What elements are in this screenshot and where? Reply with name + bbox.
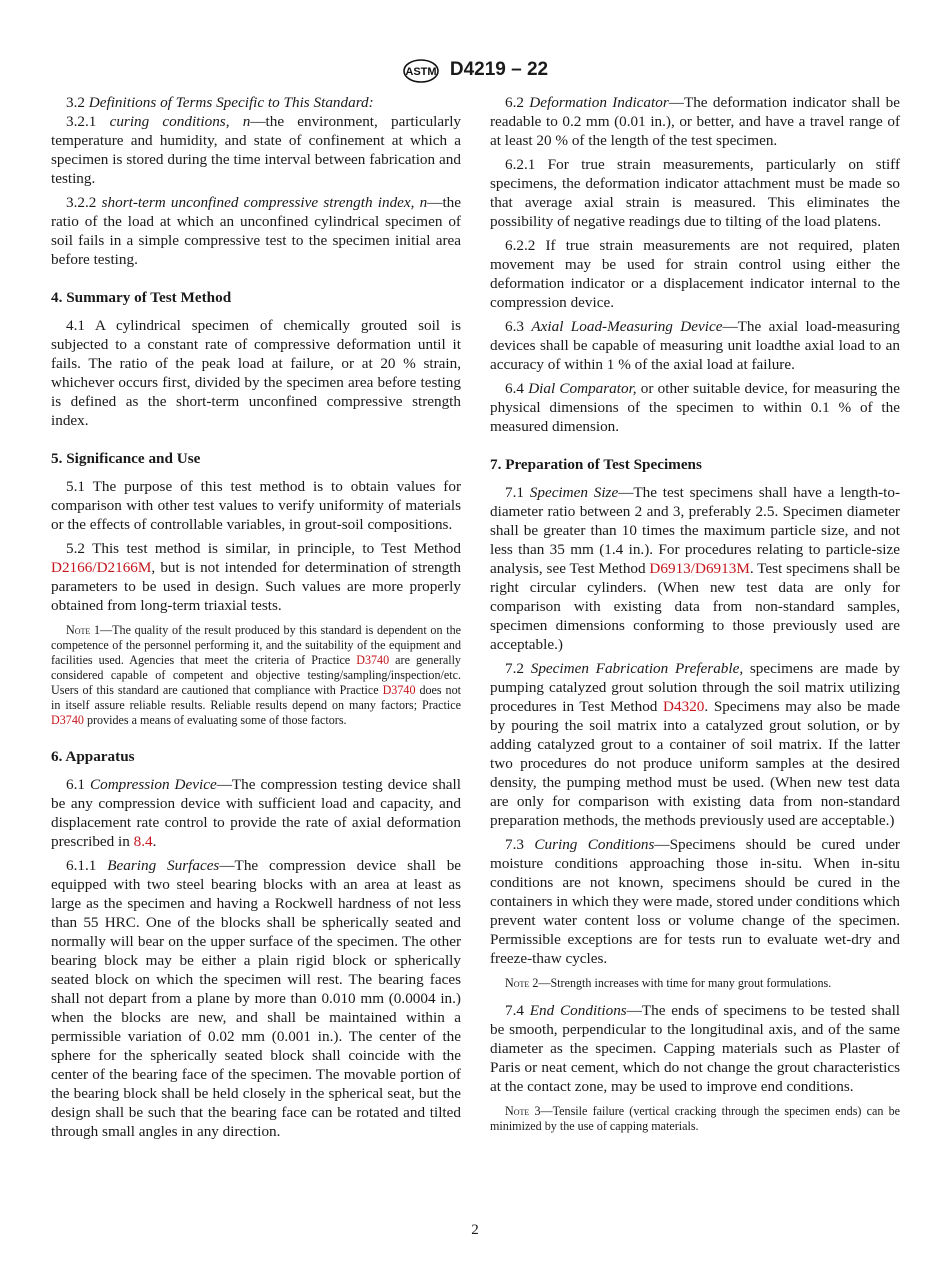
paragraph	[490, 236, 900, 312]
reference-link[interactable]: D3740	[356, 653, 390, 667]
text: —The deformation indicator shall be readable to 0.2 mm (0.01 in.), or better, and have a travel range of at least 20 % of the length of the test specimen.	[490, 94, 900, 149]
note-label: Note	[505, 976, 530, 990]
text: 3.2.2	[66, 194, 102, 211]
text: specimens are made by pumping catalyzed grout solution through the soil matrix utilizing procedures in Test Method	[490, 660, 901, 715]
paragraph	[51, 112, 461, 188]
text: —the ratio of the load at which an unconfined cylindrical specimen of soil fails in a simple compressive test to the specimen initial area before testing.	[51, 194, 461, 268]
text: 7. Preparation of Test Specimens	[490, 456, 702, 473]
text: 6. Apparatus	[51, 748, 135, 765]
italic-term: Dial Comparator,	[528, 380, 637, 397]
text: —Specimens should be cured under moisture conditions approaching those in-situ. When in-situ conditions are not known, specimens should be cured in the containers in which they were made, stored under conditions which prevent water content loss or volume change of the specimen. Permissible exceptions are for tests run to evaluate wet-dry and freeze-thaw cycles.	[490, 836, 900, 967]
text: . Test specimens shall be right circular cylinders. (When new test data are only for comparison with existing data from non-standard samples, specimen dimensions conforming to those previously used are acceptable.)	[490, 560, 900, 653]
text: does not in itself assure reliable results. Reliable results depend on many factors; Practice	[51, 683, 462, 712]
italic-term: Specimen Size	[529, 484, 619, 501]
text: —The compression device shall be equipped with two steel bearing blocks with an area at least as large as the specimen and having a Rockwell hardness of not less than 55 HRC. One of the blocks shall be spherically seated and normally will bear on the upper surface of the specimen. The other bearing block may be either a plain rigid block or spherically seated block on which the specimen will rest. The bearing faces shall not depart from a plane by more than 0.010 mm (0.0004 in.) when the blocks are new, and shall be maintained within a permissible variation of 0.02 mm (0.001 in.). The center of the sphere for the spherically seated block shall coincide with the center of the bearing face of the specimen. The movable portion of the bearing block shall be held closely in the spherical seat, but the design shall be such that the bearing face can be rotated and tilted through small angles in any direction.	[51, 857, 462, 1140]
text: or other suitable device, for measuring the physical dimensions of the specimen to within 0.1 % of the measured dimension.	[490, 380, 900, 435]
paragraph	[490, 317, 900, 374]
text: —The ends of specimens to be tested shall be smooth, perpendicular to the longitudinal axis, and of the same diameter as the specimen. Capping materials such as Plaster of Paris or neat cement, which do not change the grout characteristics at the contact zone, may be used to improve end conditions.	[490, 1002, 901, 1095]
reference-link[interactable]: D2166/D2166M	[51, 559, 152, 576]
text: , but is not intended for determination of strength parameters to be used in design. Such values are more properly obtained from long-term triaxial tests.	[51, 559, 461, 614]
paragraph	[51, 775, 461, 851]
italic-term: Deformation Indicator	[529, 94, 669, 111]
italic-term: Specimen Fabrication Preferable,	[530, 660, 744, 677]
paragraph	[51, 316, 461, 430]
text: 4.1 A cylindrical specimen of chemically grouted soil is subjected to a constant rate of compressive deformation until it fails. The ratio of the peak load at failure, or at 20 % strain, whichever occurs first, divided by the specimen area before testing is defined as the short-term unconfined compressive strength index.	[51, 317, 461, 429]
paragraph	[51, 539, 461, 615]
text: 3—Tensile failure (vertical cracking through the specimen ends) can be minimized by the use of capping materials.	[490, 1104, 900, 1133]
text: 7.2	[505, 660, 531, 677]
paragraph	[51, 93, 461, 112]
text: . Specimens may also be made by pouring the soil matrix into a catalyzed grout solution, or by adding catalyzed grout to a container of soil matrix. If the latter two procedures do not produce uniform samples at the desired density, the pumping method must be used. (When new test data are only for comparison with existing data from non-standard preparation methods, the methods previously used are acceptable.)	[490, 698, 901, 829]
reference-link[interactable]: D3740	[51, 713, 84, 727]
reference-link[interactable]: D4320	[663, 698, 705, 715]
page-header	[0, 56, 950, 84]
text: 6.2.1 For true strain measurements, particularly on stiff specimens, the deformation indicator attachment must be made so that average axial strain is measured. This eliminates the possibility of negative readings due to tilting of the load platens.	[490, 156, 900, 230]
paragraph	[51, 193, 461, 269]
standard-designation: D4219 – 22	[449, 59, 549, 80]
text: 6.1	[66, 776, 90, 793]
text: 6.3	[505, 318, 532, 335]
italic-term: Curing Conditions	[534, 836, 655, 853]
italic-term: Definitions of Terms Specific to This Standard:	[88, 94, 374, 111]
text: 5.1 The purpose of this test method is to obtain values for comparison with other test values to verify uniformity of materials or the effects of controllable variables, in grout-soil compositions.	[51, 478, 461, 533]
note-paragraph	[490, 976, 900, 991]
italic-term: Axial Load-Measuring Device	[531, 318, 723, 335]
paragraph	[51, 477, 461, 534]
note-label: Note	[66, 623, 91, 637]
text: 5.2 This test method is similar, in principle, to Test Method	[66, 540, 461, 557]
italic-term: Compression Device	[89, 776, 217, 793]
text: 7.3	[505, 836, 535, 853]
text: are generally considered capable of competent and objective testing/sampling/inspection/etc. Users of this standard are cautioned that compliance with Practice	[51, 653, 461, 697]
left-column	[51, 93, 461, 1146]
paragraph	[490, 659, 900, 830]
text: 3.2	[66, 94, 89, 111]
text: —The test specimens shall have a length-to-diameter ratio between 2 and 3, preferably 2.5. Specimen diameter shall be greater than 10 times the maximum particle size, and not less than 35 mm (1.4 in.). For procedures relating to particle-size analysis, see Test Method	[490, 484, 901, 577]
italic-term: short-term unconfined compressive strength index, n	[101, 194, 428, 211]
text: —the environment, particularly temperature and humidity, and state of confinement at which a specimen is stored during the time interval between fabrication and testing.	[51, 113, 462, 187]
right-column	[490, 93, 900, 1144]
note-label: Note	[505, 1104, 530, 1118]
italic-term: Bearing Surfaces	[107, 857, 220, 874]
paragraph	[490, 1001, 900, 1096]
italic-term: curing conditions, n	[109, 113, 251, 130]
note-paragraph	[51, 623, 461, 728]
page-number: 2	[471, 1222, 479, 1238]
text: 3.2.1	[66, 113, 110, 130]
paragraph	[490, 483, 900, 654]
astm-logo-icon	[402, 56, 440, 84]
reference-link[interactable]: 8.4	[133, 833, 153, 850]
italic-term: End Conditions	[529, 1002, 627, 1019]
reference-link[interactable]: D3740	[382, 683, 416, 697]
text: 6.2	[505, 94, 530, 111]
section-heading	[51, 747, 461, 766]
section-heading	[490, 455, 900, 474]
svg-text:ASTM: ASTM	[405, 66, 437, 78]
reference-link[interactable]: D6913/D6913M	[649, 560, 750, 577]
text: 1—The quality of the result produced by this standard is dependent on the competence of the personnel performing it, and the suitability of the equipment and facilities used. Agencies that meet the criteria of Practice	[51, 623, 461, 667]
text: 6.2.2 If true strain measurements are not required, platen movement may be used for strain control using either the deformation indicator or a displacement indicator internal to the compression device.	[490, 237, 900, 311]
text: provides a means of evaluating some of those factors.	[83, 713, 347, 727]
text: —The axial load-measuring devices shall be capable of measuring unit loadthe axial load to an accuracy of within 1 % of the axial load at failure.	[490, 318, 901, 373]
text: 7.1	[505, 484, 530, 501]
text: 2—Strength increases with time for many grout formulations.	[529, 976, 832, 990]
paragraph	[51, 856, 461, 1141]
paragraph	[490, 835, 900, 968]
paragraph	[490, 379, 900, 436]
text: 5. Significance and Use	[51, 450, 201, 467]
text: —The compression testing device shall be any compression device with sufficient load and capacity, and displacement rate control to provide the rate of axial deformation prescribed in	[51, 776, 461, 850]
section-heading	[51, 449, 461, 468]
section-heading	[51, 288, 461, 307]
paragraph	[490, 155, 900, 231]
text: 6.1.1	[66, 857, 108, 874]
text: 6.4	[505, 380, 529, 397]
paragraph	[490, 93, 900, 150]
text: .	[152, 833, 157, 850]
note-paragraph	[490, 1104, 900, 1134]
text: 7.4	[505, 1002, 530, 1019]
text: 4. Summary of Test Method	[51, 289, 232, 306]
